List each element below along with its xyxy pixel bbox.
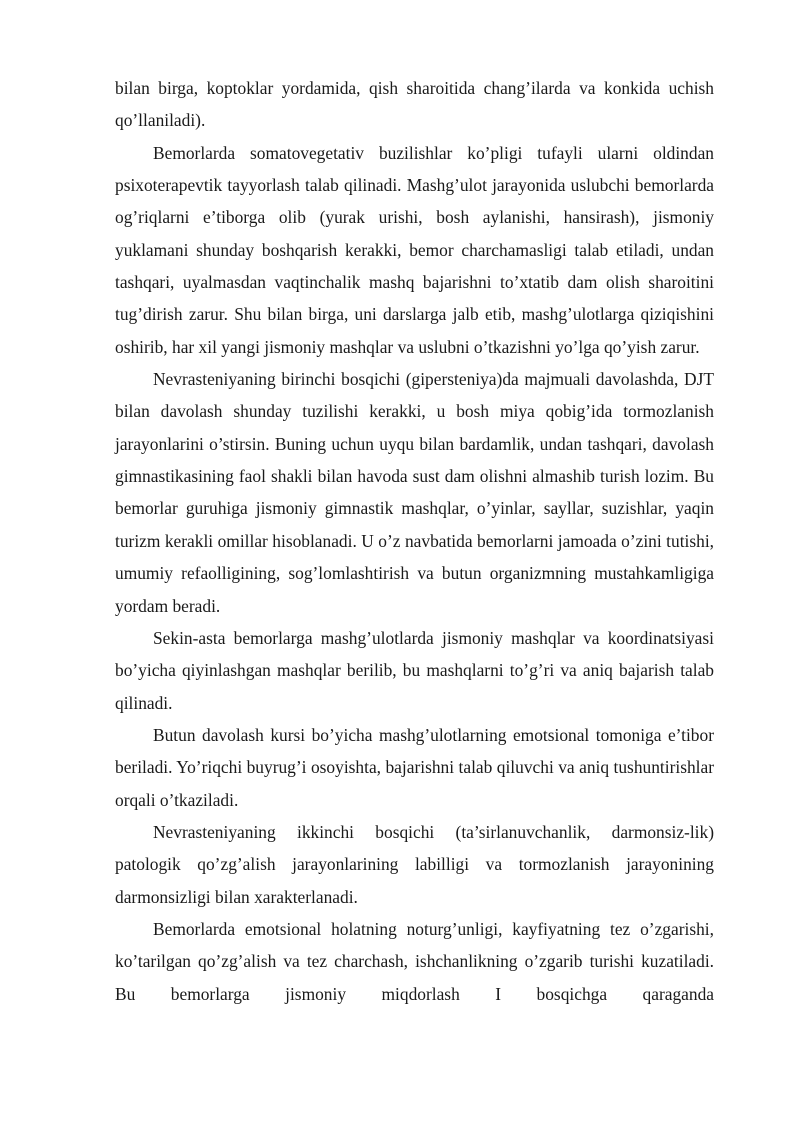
paragraph-psychotherapy: Bemorlarda somatovegetativ buzilishlar ko’pligi tufayli ularni oldindan psixoterapevtik tayyorlash talab qilinadi. Mashg’ulot jarayonida uslubchi bemorlarda og’riqlarni e’tiborga olib (yurak urishi, bosh aylanishi, hansirash), jismoniy yuklamani shunday boshqarish kerakki, bemor charchamasligi talab etiladi, undan tashqari, uyalmasdan vaqtinchalik mashq bajarishni to’xtatib dam olish sharoitini tug’dirish zarur. Shu bilan birga, uni darslarga jalb etib, mashg’ulotlarga qiziqishini oshirib, har xil yangi jismoniy mashqlar va uslubni o’tkazishni yo’lga qo’yish zarur. <box>115 142 714 357</box>
paragraph-symptoms: Bemorlarda emotsional holatning noturg’unligi, kayfiyatning tez o’zgarishi, ko’tarilgan qo’zg’alish va tez charchash, ishchanlikning o’zgarib turishi kuzatiladi. Bu bemorlarga jismoniy miqdorlash I bosqichga qaraganda <box>115 918 714 1004</box>
paragraph-continuation: bilan birga, koptoklar yordamida, qish sharoitida chang’ilarda va konkida uchish qo’llaniladi). <box>115 78 714 131</box>
paragraph-emotional: Butun davolash kursi bo’yicha mashg’ulotlarning emotsional tomoniga e’tibor beriladi. Yo’riqchi buyrug’i osoyishta, bajarishni talab qiluvchi va aniq tushuntirishlar orqali o’tkaziladi. <box>115 724 714 810</box>
paragraph-coordination: Sekin-asta bemorlarga mashg’ulotlarda jismoniy mashqlar va koordinatsiyasi bo’yicha qiyinlashgan mashqlar berilib, bu mashqlarni to’g’ri va aniq bajarish talab qilinadi. <box>115 627 714 713</box>
paragraph-first-stage: Nevrasteniyaning birinchi bosqichi (gipersteniya)da majmuali davolashda, DJT bilan davolash shunday tuzilishi kerakki, u bosh miya qobig’ida tormozlanish jarayonlarini o’stirsin. Buning uchun uyqu bilan bardamlik, undan tashqari, davolash gimnastikasining faol shakli bilan havoda sust dam olishni almashib turish lozim. Bu bemorlar guruhiga jismoniy gimnastik mashqlar, o’yinlar, sayllar, suzishlar, yaqin turizm kerakli omillar hisoblanadi. U o’z navbatida bemorlarni jamoada o’zini tutishi, umumiy refaolligining, sog’lomlashtirish va butun organizmning mustahkamligiga yordam beradi. <box>115 369 714 616</box>
paragraph-second-stage: Nevrasteniyaning ikkinchi bosqichi (ta’sirlanuvchanlik, darmonsiz-lik) patologik qo’zg’alish jarayonlarining labilligi va tormozlanish jarayonining darmonsizligi bilan xarakterlanadi. <box>115 821 714 907</box>
document-body <box>115 72 714 1010</box>
